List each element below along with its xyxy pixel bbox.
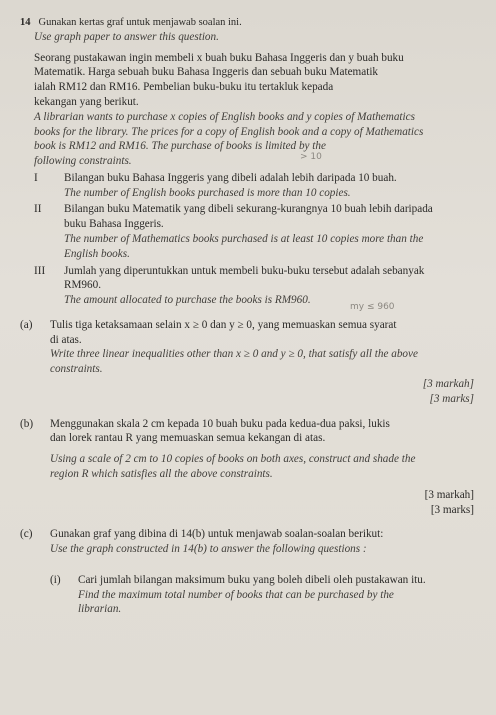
constraint-2-malay-1: Bilangan buku Matematik yang dibeli sekurang-kurangnya 10 buah lebih daripada: [64, 203, 433, 216]
part-a-english-2: constraints.: [50, 363, 103, 376]
part-a-marks-malay: [3 markah]: [422, 378, 474, 391]
part-b-label: (b): [20, 417, 34, 430]
stem-english-line-1: A librarian wants to purchase x copies of English books and y copies of Mathematics: [34, 110, 415, 123]
intro-english: Use graph paper to answer this question.: [34, 30, 219, 43]
part-c-english: Use the graph constructed in 14(b) to answer the following questions :: [50, 543, 367, 556]
part-c-i-label: (i): [50, 573, 61, 586]
part-c-i-english-2: librarian.: [78, 603, 122, 616]
part-a-english-1: Write three linear inequalities other than x ≥ 0 and y ≥ 0, that satisfy all the above: [50, 348, 418, 361]
part-b-marks-english: [3 marks]: [430, 503, 474, 516]
constraint-1-number: I: [34, 171, 38, 184]
part-c-i: [20, 573, 474, 617]
pencil-note-1: > 10: [300, 152, 322, 162]
part-c-malay: Gunakan graf yang dibina di 14(b) untuk menjawab soalan-soalan berikut:: [50, 528, 384, 541]
stem-english-line-2: books for the library. The prices for a copy of English book and a copy of Mathematics: [34, 125, 424, 138]
stem-malay-line-2: Matematik. Harga sebuah buku Bahasa Inggeris dan sebuah buku Matematik: [34, 66, 379, 79]
part-c-label: (c): [20, 528, 33, 541]
stem-english-line-3: book is RM12 and RM16. The purchase of books is limited by the: [34, 140, 326, 153]
constraint-2-english-1: The number of Mathematics books purchased is at least 10 copies more than the: [64, 233, 424, 246]
constraint-3-malay-1: Jumlah yang diperuntukkan untuk membeli buku-buku tersebut adalah sebanyak: [64, 264, 425, 277]
question-header: [20, 16, 474, 30]
part-b-malay-1: Menggunakan skala 2 cm kepada 10 buah buku pada kedua-dua paksi, lukis: [50, 417, 390, 430]
constraint-2-english-2: English books.: [64, 247, 130, 260]
part-b-english-2: region R which satisfies all the above constraints.: [50, 467, 273, 480]
constraint-1-english: The number of English books purchased is more than 10 copies.: [64, 186, 351, 199]
pencil-note-2: my ≤ 960: [350, 302, 395, 312]
stem-malay-line-4: kekangan yang berikut.: [34, 95, 139, 108]
constraint-2-malay-2: buku Bahasa Inggeris.: [64, 218, 164, 231]
part-a-malay-1: Tulis tiga ketaksamaan selain x ≥ 0 dan y ≥ 0, yang memuaskan semua syarat: [50, 318, 397, 331]
part-c-i-english-1: Find the maximum total number of books that can be purchased by the: [78, 588, 394, 601]
part-c: [20, 527, 474, 557]
part-b-malay-2: dan lorek rantau R yang memuaskan semua kekangan di atas.: [50, 432, 326, 445]
part-a-marks-english: [3 marks]: [429, 392, 474, 405]
stem-malay-line-3: ialah RM12 dan RM16. Pembelian buku-buku itu tertakluk kepada: [34, 81, 334, 94]
question-stem: [20, 51, 474, 169]
constraint-2: [20, 202, 474, 261]
part-b: [20, 417, 474, 518]
constraint-1-malay: Bilangan buku Bahasa Inggeris yang dibeli adalah lebih daripada 10 buah.: [64, 171, 397, 184]
part-b-marks-malay: [3 markah]: [424, 488, 474, 501]
stem-english-line-4: following constraints.: [34, 155, 132, 168]
intro-malay: Gunakan kertas graf untuk menjawab soalan ini.: [38, 17, 242, 28]
part-c-i-malay: Cari jumlah bilangan maksimum buku yang boleh dibeli oleh pustakawan itu.: [78, 573, 426, 586]
constraint-2-number: II: [34, 203, 42, 216]
constraint-3-malay-2: RM960.: [64, 279, 101, 292]
question-number: 14: [20, 17, 31, 28]
part-a-malay-2: di atas.: [50, 333, 82, 346]
stem-malay-line-1: Seorang pustakawan ingin membeli x buah buku Bahasa Inggeris dan y buah buku: [34, 51, 404, 64]
part-b-english-1: Using a scale of 2 cm to 10 copies of books on both axes, construct and shade the: [50, 453, 416, 466]
constraint-3-number: III: [34, 264, 46, 277]
constraint-3-english: The amount allocated to purchase the books is RM960.: [64, 294, 311, 307]
part-a-label: (a): [20, 318, 33, 331]
part-a: [20, 318, 474, 407]
constraint-1: [20, 171, 474, 201]
constraint-3: [20, 264, 474, 308]
